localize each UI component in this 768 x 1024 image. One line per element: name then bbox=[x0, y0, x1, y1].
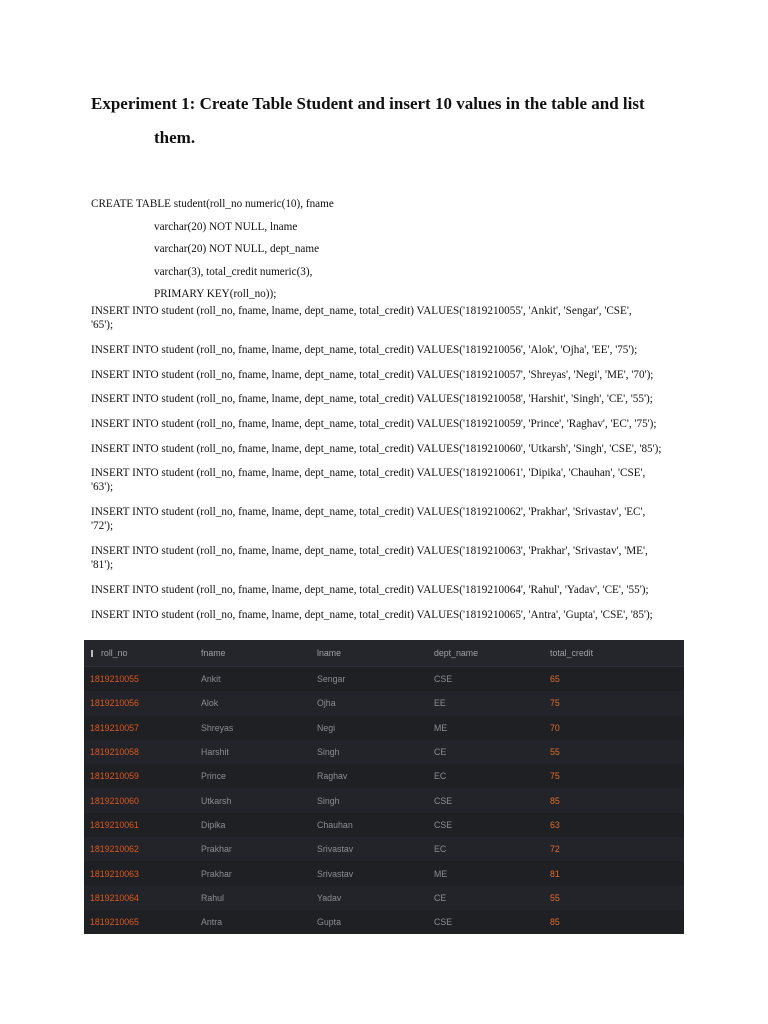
cell-fname[interactable]: Utkarsh bbox=[201, 788, 317, 812]
cell-dept-name[interactable]: EC bbox=[434, 837, 550, 861]
cell-roll-no[interactable]: 1819210057 bbox=[90, 722, 139, 733]
insert-line: INSERT INTO student (roll_no, fname, lname, dept_name, total_credit) VALUES('1819210062', 'Prakhar', 'Srivastav', 'EC', bbox=[91, 506, 646, 518]
column-header-lname[interactable]: lname bbox=[317, 640, 434, 667]
cell-fname[interactable]: Prakhar bbox=[201, 837, 317, 861]
query-result-grid bbox=[84, 640, 684, 934]
cell-lname[interactable]: Gupta bbox=[317, 917, 341, 928]
cell-total-credit[interactable]: 81 bbox=[550, 868, 560, 879]
cell-roll-no[interactable]: 1819210065 bbox=[90, 917, 139, 928]
cell-fname[interactable]: Prakhar bbox=[201, 868, 232, 879]
cell-total-credit[interactable]: 75 bbox=[550, 691, 684, 715]
cell-lname[interactable]: Negi bbox=[317, 722, 336, 733]
table-row[interactable] bbox=[84, 837, 684, 861]
column-header-fname[interactable]: fname bbox=[201, 640, 317, 667]
cell-dept-name[interactable]: CE bbox=[434, 740, 550, 764]
cell-dept-name[interactable]: CSE bbox=[434, 917, 453, 928]
cell-total-credit[interactable]: 63 bbox=[550, 819, 560, 830]
table-row[interactable] bbox=[84, 691, 684, 715]
insert-line: INSERT INTO student (roll_no, fname, lname, dept_name, total_credit) VALUES('1819210064', 'Rahul', 'Yadav', 'CE', '55'); bbox=[91, 584, 649, 596]
create-table-line: varchar(20) NOT NULL, lname bbox=[154, 220, 298, 233]
table-row[interactable] bbox=[84, 813, 684, 837]
insert-statement bbox=[91, 392, 676, 406]
cell-roll-no[interactable]: 1819210059 bbox=[90, 771, 139, 782]
insert-line-continued: '65'); bbox=[91, 319, 114, 331]
insert-line-continued: '81'); bbox=[91, 559, 114, 571]
insert-line: INSERT INTO student (roll_no, fname, lname, dept_name, total_credit) VALUES('1819210056', 'Alok', 'Ojha', 'EE', '75'); bbox=[91, 344, 638, 356]
cell-roll-no[interactable]: 1819210055 bbox=[90, 674, 139, 685]
cell-fname[interactable]: Dipika bbox=[201, 819, 226, 830]
table-row[interactable] bbox=[84, 788, 684, 812]
cell-lname[interactable]: Singh bbox=[317, 740, 434, 764]
cell-total-credit[interactable]: 85 bbox=[550, 917, 560, 928]
cell-total-credit[interactable]: 72 bbox=[550, 837, 684, 861]
cell-fname[interactable]: Prince bbox=[201, 771, 226, 782]
cell-lname[interactable]: Yadav bbox=[317, 886, 434, 910]
cell-lname[interactable]: Chauhan bbox=[317, 819, 353, 830]
insert-line: INSERT INTO student (roll_no, fname, lname, dept_name, total_credit) VALUES('1819210058', 'Harshit', 'Singh', 'CE', '55'); bbox=[91, 393, 653, 405]
cell-roll-no[interactable]: 1819210056 bbox=[84, 691, 201, 715]
heading-line-2: them. bbox=[154, 128, 196, 147]
table-row[interactable] bbox=[84, 740, 684, 764]
result-table bbox=[84, 640, 684, 934]
cell-roll-no[interactable]: 1819210060 bbox=[84, 788, 201, 812]
cell-dept-name[interactable]: CSE bbox=[434, 819, 453, 830]
cell-dept-name[interactable]: ME bbox=[434, 722, 448, 733]
cell-roll-no[interactable]: 1819210062 bbox=[84, 837, 201, 861]
create-table-line: varchar(3), total_credit numeric(3), bbox=[154, 265, 313, 278]
cell-fname[interactable]: Shreyas bbox=[201, 722, 234, 733]
table-row[interactable] bbox=[84, 910, 684, 934]
cell-fname[interactable]: Ankit bbox=[201, 674, 221, 685]
cell-total-credit[interactable]: 55 bbox=[550, 886, 684, 910]
cell-fname[interactable]: Antra bbox=[201, 917, 223, 928]
cell-lname[interactable]: Singh bbox=[317, 788, 434, 812]
cell-lname[interactable]: Srivastav bbox=[317, 868, 354, 879]
cell-total-credit[interactable]: 75 bbox=[550, 771, 560, 782]
create-table-line: PRIMARY KEY(roll_no)); bbox=[154, 288, 277, 300]
insert-statement bbox=[91, 343, 676, 357]
insert-line: INSERT INTO student (roll_no, fname, lname, dept_name, total_credit) VALUES('1819210059', 'Prince', 'Raghav', 'EC', '75'); bbox=[91, 418, 657, 430]
cell-dept-name[interactable]: EC bbox=[434, 771, 447, 782]
column-header-roll-no[interactable]: roll_no bbox=[84, 640, 201, 667]
cell-roll-no[interactable]: 1819210061 bbox=[90, 819, 139, 830]
create-table-line: CREATE TABLE student(roll_no numeric(10), fname bbox=[91, 198, 334, 210]
cell-fname[interactable]: Rahul bbox=[201, 886, 317, 910]
cell-total-credit[interactable]: 55 bbox=[550, 740, 684, 764]
cell-fname[interactable]: Alok bbox=[201, 691, 317, 715]
cell-roll-no[interactable]: 1819210058 bbox=[84, 740, 201, 764]
insert-statement bbox=[91, 505, 676, 533]
sort-handle-icon[interactable] bbox=[91, 650, 93, 657]
insert-line: INSERT INTO student (roll_no, fname, lname, dept_name, total_credit) VALUES('1819210055', 'Ankit', 'Sengar', 'CSE', bbox=[91, 305, 632, 317]
cell-lname[interactable]: Ojha bbox=[317, 691, 434, 715]
insert-line-continued: '72'); bbox=[91, 520, 114, 532]
table-row[interactable] bbox=[84, 886, 684, 910]
column-header-total-credit[interactable]: total_credit bbox=[550, 640, 684, 667]
create-table-statement bbox=[91, 193, 676, 306]
cell-fname[interactable]: Harshit bbox=[201, 740, 317, 764]
cell-dept-name[interactable]: CSE bbox=[434, 674, 453, 685]
table-row[interactable] bbox=[84, 861, 684, 885]
table-row[interactable] bbox=[84, 764, 684, 788]
insert-line: INSERT INTO student (roll_no, fname, lname, dept_name, total_credit) VALUES('1819210063', 'Prakhar', 'Srivastav', 'ME', bbox=[91, 545, 648, 557]
cell-lname[interactable]: Sengar bbox=[317, 674, 346, 685]
insert-statement bbox=[91, 417, 676, 431]
table-row[interactable] bbox=[84, 716, 684, 740]
cell-lname[interactable]: Raghav bbox=[317, 771, 348, 782]
insert-statement bbox=[91, 304, 676, 332]
cell-dept-name[interactable]: CSE bbox=[434, 788, 550, 812]
insert-statement bbox=[91, 608, 676, 622]
result-header-row bbox=[84, 640, 684, 667]
insert-line: INSERT INTO student (roll_no, fname, lname, dept_name, total_credit) VALUES('1819210061', 'Dipika', 'Chauhan', 'CSE', bbox=[91, 467, 646, 479]
insert-line: INSERT INTO student (roll_no, fname, lname, dept_name, total_credit) VALUES('1819210065', 'Antra', 'Gupta', 'CSE', '85'); bbox=[91, 609, 653, 621]
cell-lname[interactable]: Srivastav bbox=[317, 837, 434, 861]
cell-roll-no[interactable]: 1819210063 bbox=[90, 868, 139, 879]
cell-dept-name[interactable]: EE bbox=[434, 691, 550, 715]
insert-statement bbox=[91, 466, 676, 494]
insert-line: INSERT INTO student (roll_no, fname, lname, dept_name, total_credit) VALUES('1819210060', 'Utkarsh', 'Singh', 'CSE', '85'); bbox=[91, 443, 662, 455]
cell-roll-no[interactable]: 1819210064 bbox=[84, 886, 201, 910]
cell-total-credit[interactable]: 70 bbox=[550, 722, 560, 733]
experiment-heading bbox=[91, 87, 691, 155]
cell-dept-name[interactable]: CE bbox=[434, 886, 550, 910]
insert-statement bbox=[91, 442, 676, 456]
table-row[interactable] bbox=[84, 667, 684, 692]
insert-statement bbox=[91, 368, 676, 382]
cell-total-credit[interactable]: 85 bbox=[550, 788, 684, 812]
cell-dept-name[interactable]: ME bbox=[434, 868, 448, 879]
insert-statement bbox=[91, 583, 676, 597]
create-table-line: varchar(20) NOT NULL, dept_name bbox=[154, 243, 320, 255]
insert-statement bbox=[91, 544, 676, 572]
heading-line-1: Experiment 1: Create Table Student and insert 10 values in the table and list bbox=[91, 94, 645, 113]
insert-line: INSERT INTO student (roll_no, fname, lname, dept_name, total_credit) VALUES('1819210057', 'Shreyas', 'Negi', 'ME', '70'); bbox=[91, 369, 654, 381]
column-header-dept-name[interactable]: dept_name bbox=[434, 640, 550, 667]
insert-line-continued: '63'); bbox=[91, 481, 114, 493]
cell-total-credit[interactable]: 65 bbox=[550, 674, 560, 685]
